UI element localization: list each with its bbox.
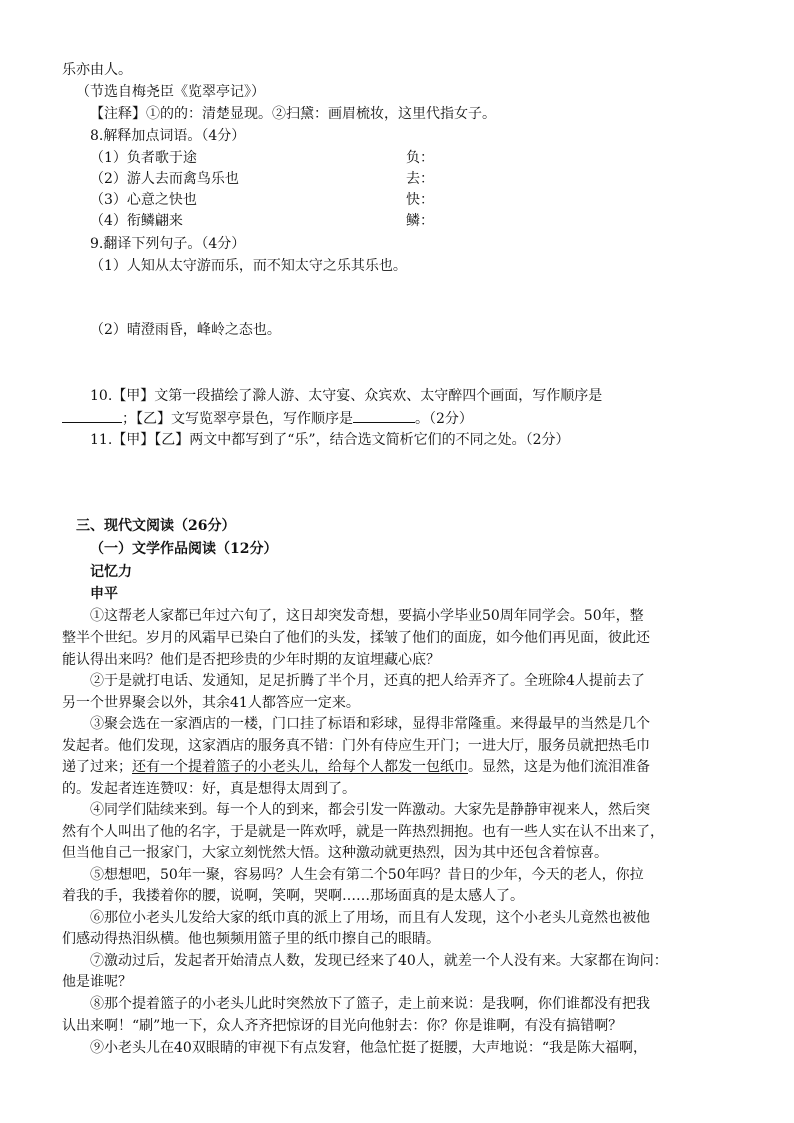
paragraph-line: ⑨小老头儿在40双眼睛的审视下有点发窘，他急忙挺了挺腰，大声地说：“我是陈大福啊， [90, 1040, 647, 1056]
paragraph-line: ⑥那位小老头儿发给大家的纸巾真的派上了用场，而且有人发现，这个小老头儿竟然也被他 [90, 910, 650, 926]
paragraph-line: ①这帮老人家都已年过六旬了，这日却突发奇想，要搞小学毕业50周年同学会。50年，整 [90, 608, 644, 624]
q8-word: 去： [406, 171, 434, 187]
question-8-title: 8.解释加点词语。（4分） [90, 128, 246, 144]
q8-phrase: （3）心意之快也 [90, 192, 197, 208]
question-9-sentence-2: （2）晴澄雨昏，峰岭之态也。 [90, 322, 281, 338]
question-11: 11.【甲】【乙】两文中都写到了“乐”，结合选文简析它们的不同之处。（2分） [90, 432, 570, 448]
paragraph-line: 发起者。他们发现，这家酒店的服务真不错：门外有侍应生开门；一进大厅，服务员就把热毛巾 [62, 738, 650, 754]
paragraph-line: 然有个人叫出了他的名字，于是就是一阵欢呼，就是一阵热烈拥抱。也有一些人实在认不出来了， [62, 824, 664, 840]
question-10-line-2 [62, 408, 473, 429]
subsection-heading: （一）文学作品阅读（12分） [90, 541, 278, 557]
question-9-sentence-1: （1）人知从太守游而乐，而不知太守之乐其乐也。 [90, 258, 407, 274]
paragraph-line: ④同学们陆续来到。每一个人的到来，都会引发一阵激动。大家先是静静审视来人，然后突 [90, 802, 650, 818]
story-author: 申平 [90, 586, 118, 602]
q8-word: 负： [406, 150, 434, 166]
paragraph-line: 能认得出来吗？他们是否把珍贵的少年时期的友谊埋藏心底？ [62, 652, 440, 668]
q8-word: 快： [406, 192, 434, 208]
paragraph-line [62, 757, 650, 777]
section-heading: 三、现代文阅读（26分） [76, 518, 236, 534]
question-8-item [90, 148, 434, 168]
question-10-text: ；【乙】文写览翠亭景色，写作顺序是 [122, 411, 353, 427]
paragraph-text: 递了过来； [62, 759, 132, 775]
annotation-note: 【注释】①的的：清楚显现。②扫黛：画眉梳妆，这里代指女子。 [90, 106, 496, 122]
answer-blank[interactable] [353, 408, 415, 423]
paragraph-line: 着我的手，我搂着你的腰，说啊，笑啊，哭啊……那场面真的是太感人了。 [62, 888, 524, 904]
q8-phrase: （2）游人去而禽鸟乐也 [90, 171, 239, 187]
paragraph-text: 。显然，这是为他们流泪准备 [468, 759, 650, 775]
paragraph-line: 们感动得热泪纵横。他也频频用篮子里的纸巾擦自己的眼睛。 [62, 931, 440, 947]
question-8-item [90, 169, 434, 189]
paragraph-line: ②于是就打电话、发通知，足足折腾了半个月，还真的把人给弄齐了。全班除4人提前去了 [90, 673, 645, 689]
paragraph-line: ⑦激动过后，发起者开始清点人数，发现已经来了40人，就差一个人没有来。大家都在询问： [90, 953, 668, 969]
question-10-points: 。（2分） [415, 411, 473, 427]
paragraph-line: 整半个世纪。岁月的风霜早已染白了他们的头发，揉皱了他们的面庞，如今他们再见面，彼此还 [62, 630, 650, 646]
question-8-item [90, 211, 434, 231]
question-9-title: 9.翻译下列句子。（4分） [90, 236, 246, 252]
q8-phrase: （1）负者歌于途 [90, 150, 197, 166]
source-citation: （节选自梅尧臣《览翠亭记》） [76, 84, 265, 100]
question-10-line-1: 10.【甲】文第一段描绘了滁人游、太守宴、众宾欢、太守醉四个画面，写作顺序是 [90, 388, 603, 404]
paragraph-line: ⑧那个提着篮子的小老头儿此时突然放下了篮子，走上前来说：是我啊，你们谁都没有把我 [90, 996, 650, 1012]
paragraph-line: 的。发起者连连赞叹：好，真是想得太周到了。 [62, 781, 356, 797]
paragraph-line: 认出来啊！“刷”地一下，众人齐齐把惊讶的目光向他射去：你？你是谁啊，有没有搞错啊？ [62, 1018, 623, 1034]
paragraph-line: 但当他自己一报家门，大家立刻恍然大悟。这种激动就更热烈，因为其中还包含着惊喜。 [62, 845, 608, 861]
paragraph-line: ⑤想想吧，50年一聚，容易吗？人生会有第二个50年吗？昔日的少年，今天的老人，你拉 [90, 867, 644, 883]
paragraph-line: 他是谁呢？ [62, 974, 132, 990]
paragraph-line: ③聚会选在一家酒店的一楼，门口挂了标语和彩球，显得非常隆重。来得最早的当然是几个 [90, 716, 650, 732]
underlined-sentence: 还有一个提着篮子的小老头儿，给每个人都发一包纸巾 [132, 759, 468, 775]
passage-text: 乐亦由人。 [62, 62, 132, 78]
question-8-item [90, 190, 434, 210]
story-title: 记忆力 [90, 564, 132, 580]
answer-blank[interactable] [62, 408, 122, 423]
paragraph-line: 另一个世界聚会以外，其余41人都答应一定来。 [62, 695, 360, 711]
q8-phrase: （4）衔鳞翩来 [90, 213, 183, 229]
q8-word: 鳞： [406, 213, 434, 229]
